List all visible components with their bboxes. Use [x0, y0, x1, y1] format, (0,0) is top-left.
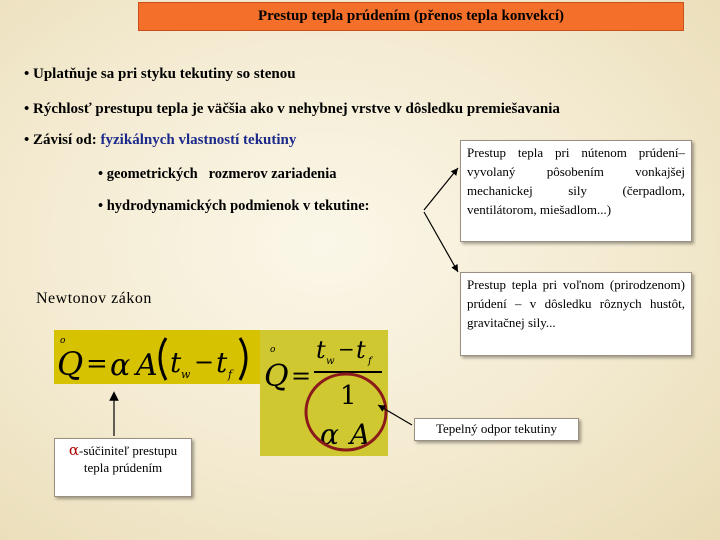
numeral-one: 1	[340, 381, 357, 411]
equals-sign: =	[86, 349, 108, 379]
alpha-symbol-2: α	[320, 418, 339, 451]
bullet-contact: • Uplatňuje sa pri styku tekutiny so stenou	[24, 66, 296, 82]
resistance-formula	[260, 330, 388, 456]
alpha-arrow	[106, 388, 122, 438]
alpha-description: -súčiniteľ prestupu tepla prúdením	[79, 443, 178, 475]
sub-bullet-geometry: • geometrických rozmerov zariadenia	[98, 166, 337, 182]
slide-title: Prestup tepla prúdením (přenos tepla konvekcí)	[258, 8, 564, 24]
sub-w: w	[181, 368, 191, 381]
q-symbol-2: Q	[264, 359, 289, 394]
q-symbol: Q	[57, 345, 84, 383]
bullet-rate: • Rýchlosť prestupu tepla je väčšia ako v nehybnej vrstve v dôsledku premiešavania	[24, 101, 560, 117]
minus-sign: −	[194, 348, 215, 376]
area-symbol: A	[136, 348, 158, 383]
arrow-to-forced	[424, 168, 458, 210]
alpha-symbol: α	[110, 348, 131, 383]
t-wall: t	[170, 346, 182, 379]
sub-bullet-hydrodynamics: • hydrodynamických podmienok v tekutine:	[98, 198, 370, 214]
natural-convection-note: Prestup tepla pri voľnom (prirodzenom) prúdení – v dôsledku rôznych hustôt, gravitačnej sily...	[460, 272, 692, 356]
thermal-resistance-label: Tepelný odpor tekutiny	[414, 418, 579, 441]
q-dot: o	[60, 336, 66, 346]
right-paren	[240, 338, 246, 380]
q-dot-2: o	[270, 345, 276, 355]
t-fluid: t	[216, 346, 228, 379]
sub-f-2: f	[368, 356, 372, 367]
sub-f: f	[228, 368, 233, 381]
t-wall-2: t	[316, 336, 326, 364]
branch-arrows	[410, 150, 470, 290]
equals-sign-2: =	[291, 362, 312, 390]
slide-title-box	[138, 2, 684, 31]
bullet-depends	[24, 132, 296, 149]
alpha-symbol-red: α	[68, 441, 80, 459]
alpha-coefficient-note	[54, 438, 192, 497]
left-paren	[160, 338, 166, 380]
resistance-formula-svg	[260, 330, 388, 456]
bullet-depends-properties: fyzikálnych vlastností tekutiny	[100, 132, 297, 148]
t-fluid-2: t	[356, 336, 366, 364]
minus-sign-2: −	[338, 337, 355, 361]
arrow-to-natural	[424, 212, 458, 272]
newton-formula-svg	[54, 330, 272, 384]
forced-convection-note: Prestup tepla pri nútenom prúdení–vyvolaný pôsobením vonkajšej mechanickej sily (čerpadlom, ventilátorom, miešadlom...)	[460, 140, 692, 242]
bullet-depends-prefix: • Závisí od:	[24, 132, 101, 148]
newton-formula	[54, 330, 272, 384]
area-symbol-2: A	[350, 418, 371, 451]
resistance-arrow	[370, 395, 420, 435]
sub-w-2: w	[326, 356, 335, 367]
newton-law-label: Newtonov zákon	[36, 290, 152, 307]
